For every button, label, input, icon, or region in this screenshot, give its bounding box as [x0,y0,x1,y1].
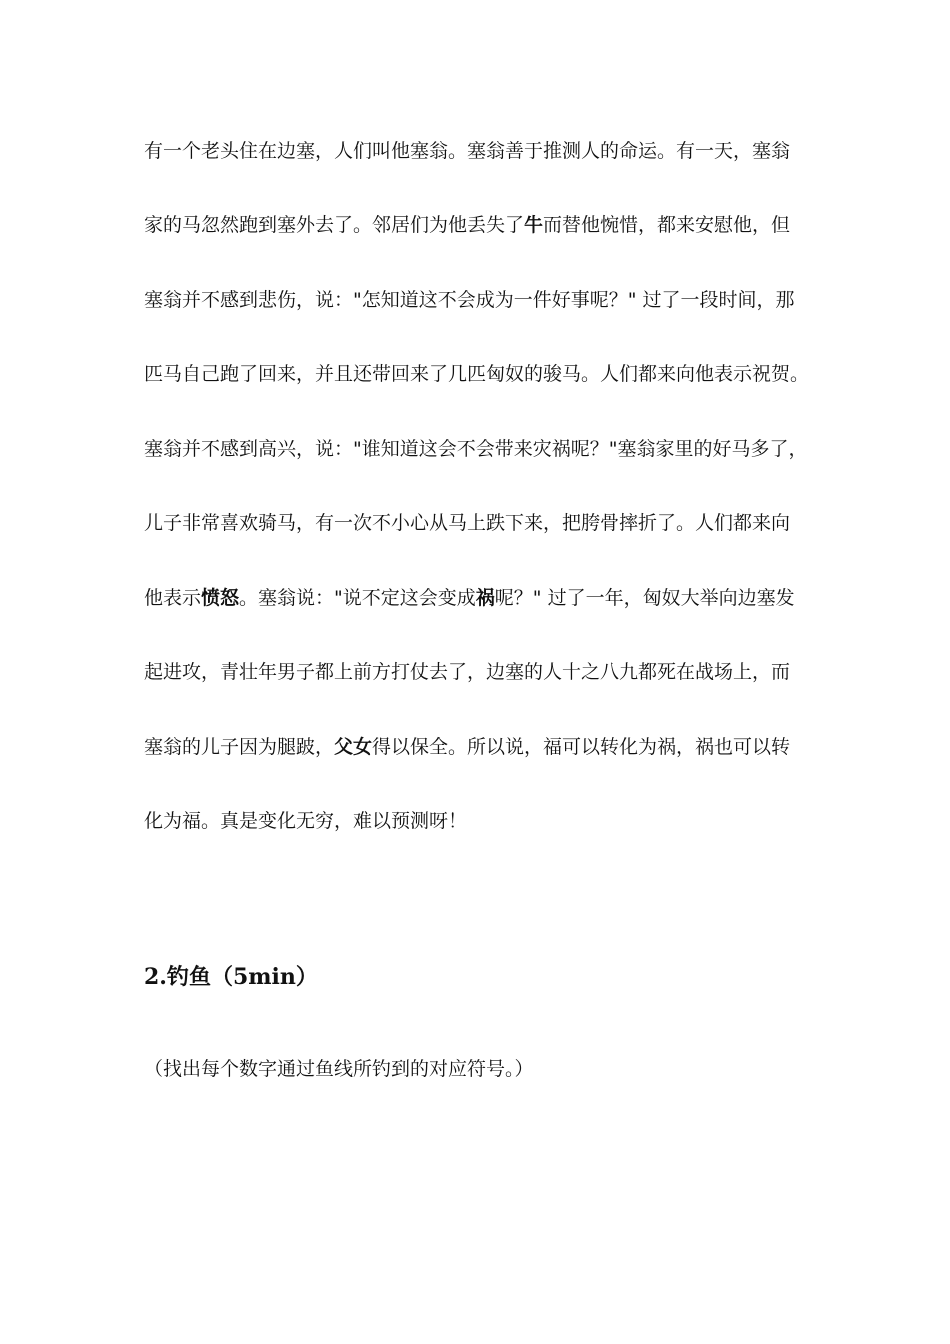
bold-word: 愤怒 [201,587,240,609]
bold-word: 祸 [475,587,495,609]
story-line-8: 起进攻，青壮年男子都上前方打仗去了，边塞的人十之八九都死在战场上，而 [144,661,791,683]
story-line-4: 匹马自己跑了回来，并且还带回来了几匹匈奴的骏马。人们都来向他表示祝贺。 [144,363,810,385]
story-line-9 [144,733,814,761]
story-text: 家的马忽然跑到塞外去了。邻居们为他丢失了 [144,214,525,236]
story-line-3: 塞翁并不感到悲伤，说："怎知道这不会成为一件好事呢？" 过了一段时间，那 [144,289,795,311]
story-text: 。塞翁说："说不定这会变成 [239,587,476,609]
story-line-10: 化为福。真是变化无穷，难以预测呀！ [144,810,468,832]
story-text: 呢？" 过了一年，匈奴大举向边塞发 [494,587,795,609]
section-heading: 2.钓鱼（5min） [144,964,318,990]
story-text: 得以保全。所以说，福可以转化为祸，祸也可以转 [372,736,791,758]
section-instruction: （找出每个数字通过鱼线所钓到的对应符号。） [144,1058,534,1080]
bold-word: 牛 [524,214,544,236]
story-text: 而替他惋惜，都来安慰他，但 [543,214,791,236]
story-line-5: 塞翁并不感到高兴，说："谁知道这会不会带来灾祸呢？"塞翁家里的好马多了， [144,438,808,460]
story-text: 他表示 [144,587,202,609]
bold-word: 父女 [334,736,373,758]
story-line-2 [144,211,814,239]
story-line-1: 有一个老头住在边塞，人们叫他塞翁。塞翁善于推测人的命运。有一天，塞翁 [144,140,791,162]
story-line-6: 儿子非常喜欢骑马，有一次不小心从马上跌下来，把胯骨摔折了。人们都来向 [144,512,791,534]
story-text: 塞翁的儿子因为腿跛， [144,736,335,758]
story-line-7 [144,584,814,612]
